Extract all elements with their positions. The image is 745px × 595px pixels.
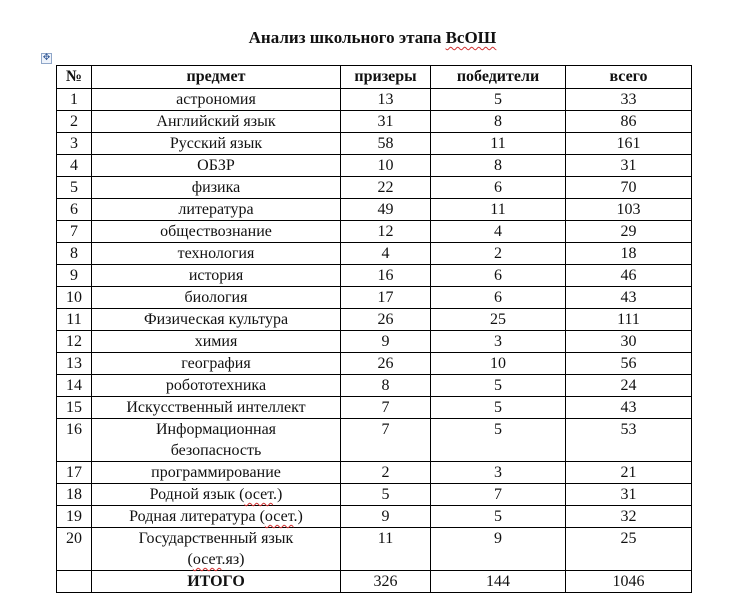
spellcheck-mark: осет [264, 508, 294, 525]
table-row [57, 243, 692, 265]
title-abbr: ВсОШ [445, 28, 497, 47]
table-row [57, 199, 692, 221]
row-number: 16 [57, 419, 92, 462]
table-row [57, 309, 692, 331]
subject-cell: Искусственный интеллект [92, 397, 341, 419]
table-row [57, 462, 692, 484]
header-total: всего [566, 66, 692, 89]
subject-cell: биология [92, 287, 341, 309]
prizers-cell: 10 [341, 155, 431, 177]
total-cell: 161 [566, 133, 692, 155]
total-cell: 21 [566, 462, 692, 484]
subject-cell: Русский язык [92, 133, 341, 155]
prizers-cell: 4 [341, 243, 431, 265]
subject-cell: химия [92, 331, 341, 353]
table-row [57, 375, 692, 397]
subject-cell: Физическая культура [92, 309, 341, 331]
prizers-cell: 7 [341, 397, 431, 419]
totals-winners: 144 [431, 571, 566, 593]
table-row [57, 221, 692, 243]
table-row [57, 111, 692, 133]
total-cell: 103 [566, 199, 692, 221]
results-table [56, 65, 692, 593]
move-handle-icon[interactable]: ✥ [42, 53, 51, 63]
winners-cell: 5 [431, 397, 566, 419]
row-number: 11 [57, 309, 92, 331]
header-subject: предмет [92, 66, 341, 89]
prizers-cell: 8 [341, 375, 431, 397]
prizers-cell: 58 [341, 133, 431, 155]
total-cell: 31 [566, 155, 692, 177]
row-number: 13 [57, 353, 92, 375]
row-number: 4 [57, 155, 92, 177]
table-row [57, 353, 692, 375]
table-row [57, 177, 692, 199]
total-cell: 46 [566, 265, 692, 287]
subject-cell: Информационная безопасность [92, 419, 341, 462]
winners-cell: 8 [431, 155, 566, 177]
winners-cell: 25 [431, 309, 566, 331]
winners-cell: 3 [431, 331, 566, 353]
prizers-cell: 17 [341, 287, 431, 309]
total-cell: 25 [566, 528, 692, 571]
winners-cell: 3 [431, 462, 566, 484]
winners-cell: 2 [431, 243, 566, 265]
table-row [57, 484, 692, 506]
winners-cell: 7 [431, 484, 566, 506]
winners-cell: 11 [431, 199, 566, 221]
subject-cell: технология [92, 243, 341, 265]
title-text: Анализ школьного этапа [248, 28, 446, 47]
total-cell: 43 [566, 287, 692, 309]
subject-cell: Родной язык (осет.) [92, 484, 341, 506]
row-number: 8 [57, 243, 92, 265]
row-number: 6 [57, 199, 92, 221]
row-number: 20 [57, 528, 92, 571]
table-row [57, 419, 692, 462]
subject-cell: география [92, 353, 341, 375]
table-row [57, 155, 692, 177]
subject-cell: робототехника [92, 375, 341, 397]
subject-cell: история [92, 265, 341, 287]
table-row [57, 397, 692, 419]
header-number: № [57, 66, 92, 89]
totals-total: 1046 [566, 571, 692, 593]
winners-cell: 5 [431, 506, 566, 528]
subject-cell: физика [92, 177, 341, 199]
prizers-cell: 16 [341, 265, 431, 287]
row-number: 15 [57, 397, 92, 419]
prizers-cell: 49 [341, 199, 431, 221]
winners-cell: 10 [431, 353, 566, 375]
row-number: 2 [57, 111, 92, 133]
subject-cell: программирование [92, 462, 341, 484]
header-winners: победители [431, 66, 566, 89]
row-number: 7 [57, 221, 92, 243]
total-cell: 111 [566, 309, 692, 331]
winners-cell: 9 [431, 528, 566, 571]
spellcheck-mark: осет [192, 551, 222, 568]
totals-number-cell [57, 571, 92, 593]
prizers-cell: 7 [341, 419, 431, 462]
winners-cell: 6 [431, 287, 566, 309]
subject-cell: литература [92, 199, 341, 221]
row-number: 3 [57, 133, 92, 155]
prizers-cell: 22 [341, 177, 431, 199]
table-row [57, 265, 692, 287]
total-cell: 29 [566, 221, 692, 243]
table-header-row [57, 66, 692, 89]
winners-cell: 4 [431, 221, 566, 243]
table-row [57, 89, 692, 111]
total-cell: 30 [566, 331, 692, 353]
total-cell: 70 [566, 177, 692, 199]
row-number: 5 [57, 177, 92, 199]
row-number: 19 [57, 506, 92, 528]
winners-cell: 6 [431, 177, 566, 199]
table-row [57, 331, 692, 353]
prizers-cell: 5 [341, 484, 431, 506]
spellcheck-mark: осет [244, 486, 274, 503]
row-number: 18 [57, 484, 92, 506]
table-row [57, 528, 692, 571]
winners-cell: 5 [431, 419, 566, 462]
winners-cell: 6 [431, 265, 566, 287]
total-cell: 31 [566, 484, 692, 506]
row-number: 1 [57, 89, 92, 111]
row-number: 14 [57, 375, 92, 397]
subject-cell: Государственный язык (осет.яз) [92, 528, 341, 571]
winners-cell: 5 [431, 89, 566, 111]
subject-cell: астрономия [92, 89, 341, 111]
winners-cell: 8 [431, 111, 566, 133]
table-row [57, 133, 692, 155]
header-prizers: призеры [341, 66, 431, 89]
winners-cell: 5 [431, 375, 566, 397]
row-number: 12 [57, 331, 92, 353]
prizers-cell: 26 [341, 353, 431, 375]
total-cell: 33 [566, 89, 692, 111]
total-cell: 32 [566, 506, 692, 528]
subject-cell: ОБЗР [92, 155, 341, 177]
total-cell: 18 [566, 243, 692, 265]
total-cell: 43 [566, 397, 692, 419]
prizers-cell: 26 [341, 309, 431, 331]
totals-prizers: 326 [341, 571, 431, 593]
subject-cell: Родная литература (осет.) [92, 506, 341, 528]
row-number: 10 [57, 287, 92, 309]
winners-cell: 11 [431, 133, 566, 155]
prizers-cell: 2 [341, 462, 431, 484]
prizers-cell: 31 [341, 111, 431, 133]
total-cell: 24 [566, 375, 692, 397]
subject-cell: Английский язык [92, 111, 341, 133]
row-number: 9 [57, 265, 92, 287]
totals-row [57, 571, 692, 593]
prizers-cell: 13 [341, 89, 431, 111]
total-cell: 53 [566, 419, 692, 462]
prizers-cell: 9 [341, 331, 431, 353]
totals-label: ИТОГО [92, 571, 341, 593]
total-cell: 86 [566, 111, 692, 133]
prizers-cell: 9 [341, 506, 431, 528]
total-cell: 56 [566, 353, 692, 375]
table-row [57, 506, 692, 528]
subject-cell: обществознание [92, 221, 341, 243]
table-row [57, 287, 692, 309]
row-number: 17 [57, 462, 92, 484]
prizers-cell: 11 [341, 528, 431, 571]
prizers-cell: 12 [341, 221, 431, 243]
document-title [0, 28, 745, 48]
